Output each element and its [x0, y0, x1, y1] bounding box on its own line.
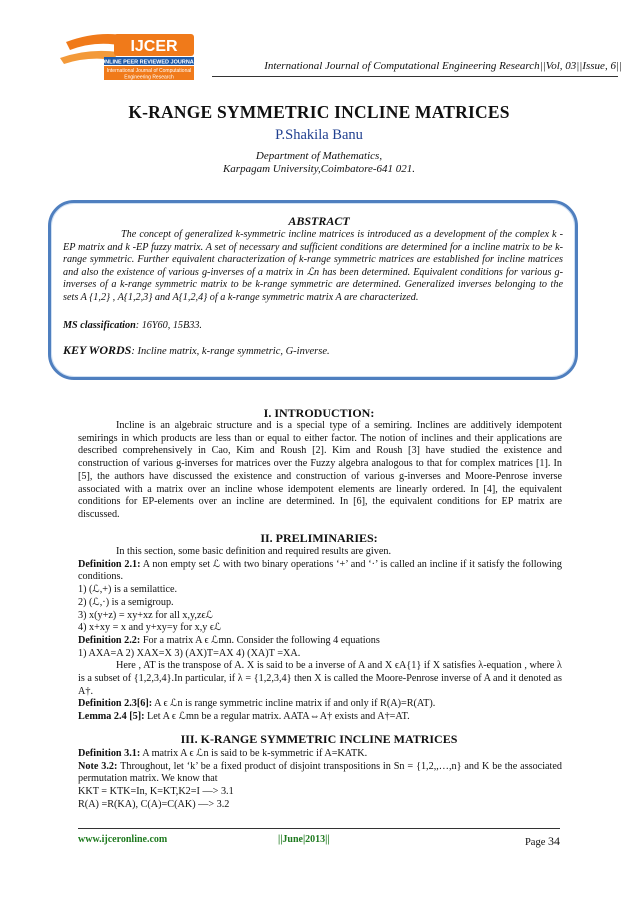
keywords: [63, 343, 330, 358]
section-1-heading: I. INTRODUCTION:: [263, 406, 375, 420]
running-header: International Journal of Computational Engineering Research||Vol, 03||Issue, 6||: [264, 60, 622, 72]
def21-item-1: 1) (ℒ,+) is a semilattice.: [78, 584, 178, 596]
section-3-body: [78, 748, 562, 812]
def23-label: Definition 2.3[6]:: [78, 698, 153, 710]
keywords-value: : Incline matrix, k-range symmetric, G-inverse.: [131, 346, 330, 357]
def21-text: A non empty set ℒ with two binary operations ‘+’ and ‘·’ is called an incline if it satisfy the following conditions.: [78, 558, 562, 583]
page-number: 34: [548, 834, 560, 848]
note32-label: Note 3.2:: [78, 760, 118, 772]
affiliation-line-2: Karpagam University,Coimbatore-641 021.: [222, 163, 416, 175]
section-2-heading: II. PRELIMINARIES:: [260, 531, 378, 545]
logo-brand: IJCER: [130, 38, 178, 55]
logo-tagline-1: ONLINE PEER REVIEWED JOURNAL: [100, 59, 198, 66]
footer-issue: ||June|2013||: [278, 834, 330, 845]
abstract-body: [63, 229, 563, 305]
abstract-text: The concept of generalized k-symmetric incline matrices is introduced as a development of the complex k - EP matrix and k -EP fuzzy matrix. A set of necessary and sufficient conditions are determined for a incline matrix to be k-range symmetric. Further equivalent characterization of k-range symmetric matrices are established for incline matrices and also the existence of various g-inverses of a matrix in ℒn has been determined. Equivalent conditions for various g-inverses of a k-range symmetric matrix to be k-range symmetric are determined. Generalized inverses belonging to the sets A {1,2} , A{1,2,3} and A{1,2,4} of a k-range symmetric matrix A are characterized.: [63, 229, 563, 303]
def22-equations: 1) AXA=A 2) XAX=X 3) (AX)T=AX 4) (XA)T =XA.: [78, 647, 301, 659]
lem24-label: Lemma 2.4 [5]:: [78, 711, 145, 723]
def21-item-2: 2) (ℒ,·) is a semigroup.: [78, 596, 174, 608]
def22-note: Here , AT is the transpose of A. X is said to be a inverse of A and X ϵA{1} if X satisfies λ-equation , where λ is a subset of {1,2,3,4}.In particular, if λ = {1,2,3,4} then X is called the Moore-Penrose inverse of A and it denoted as A†.: [78, 660, 562, 697]
def31-text: A matrix A ϵ ℒn is said to be k-symmetric if A=KATK.: [140, 748, 368, 759]
affiliation: [0, 150, 638, 176]
footer-page: [525, 834, 560, 849]
lemma-2-4: [78, 711, 562, 724]
def22-label: Definition 2.2:: [78, 634, 141, 646]
definition-2-1: [78, 559, 562, 584]
note-3-2: [78, 761, 562, 786]
keywords-label: KEY WORDS: [63, 343, 132, 357]
definition-2-2: [78, 635, 562, 648]
journal-logo: [58, 28, 198, 84]
lem24-text: Let A ϵ ℒmn be a regular matrix. AATA⇔A† exists and A†=AT.: [144, 711, 410, 723]
msc-label: MS classification: [63, 320, 136, 331]
prelim-intro: In this section, some basic definition and required results are given.: [116, 546, 391, 557]
footer-divider: [78, 828, 560, 829]
page-label: Page: [524, 837, 546, 848]
section-2-body: [78, 546, 562, 724]
def23-text: A ϵ ℒn is range symmetric incline matrix if and only if R(A)=R(AT).: [152, 698, 436, 710]
ms-classification: [63, 320, 202, 331]
footer-website[interactable]: www.ijceronline.com: [78, 834, 168, 845]
author-name: P.Shakila Banu: [275, 127, 363, 143]
equation-3-1: KKT = KTK=In, K=KT,K2=I —> 3.1: [78, 786, 234, 798]
note32-text: Throughout, let ‘k’ be a fixed product of disjoint transpositions in Sn = {1,2,,…,n} and K be the associated permutation matrix. We know that: [78, 760, 563, 785]
section-3-heading: III. K-RANGE SYMMETRIC INCLINE MATRICES: [180, 732, 458, 746]
section-1-body: [78, 420, 562, 522]
paper-title: K-RANGE SYMMETRIC INCLINE MATRICES: [128, 102, 510, 122]
logo-tagline-2: International Journal of Computational: [106, 68, 192, 74]
def31-label: Definition 3.1:: [78, 748, 141, 759]
def21-label: Definition 2.1:: [78, 558, 141, 570]
header-divider: [212, 76, 618, 77]
def21-item-4: 4) x+xy = x and y+xy=y for x,y ϵℒ: [78, 622, 222, 634]
abstract-heading: ABSTRACT: [288, 214, 350, 228]
intro-paragraph: Incline is an algebraic structure and is a special type of a semiring. Inclines are additively idempotent semirings in which products are less than or equal to either factor. The notion of inclines and their applications are described comprehensively in Cao, Kim and Roush [2]. Kim and Roush [3] have studied the existence and construction of various g-inverses for matrices over the Fuzzy algebra analogous to that for complex matrices [1]. In [5], the authors have discussed the existence and construction of various g-inverses and Moore-Penrose inverse associated with a matrix over an incline whose idempotent elements are linearly ordered. In [4], the equivalent conditions for EP-elements over an incline are determined. In [6], the equivalent conditions for EP matrix are discussed.: [78, 420, 562, 520]
logo-tagline-3: Engineering Research: [124, 74, 174, 81]
definition-3-1: [78, 748, 562, 761]
affiliation-line-1: Department of Mathematics,: [255, 150, 383, 162]
def22-text: For a matrix A ϵ ℒmn. Consider the following 4 equations: [140, 634, 380, 646]
equation-3-2: R(A) =R(KA), C(A)=C(AK) —> 3.2: [78, 798, 230, 810]
definition-2-3: [78, 698, 562, 711]
msc-value: : 16Y60, 15B33.: [135, 320, 202, 331]
def21-item-3: 3) x(y+z) = xy+xz for all x,y,zϵℒ: [78, 609, 213, 621]
